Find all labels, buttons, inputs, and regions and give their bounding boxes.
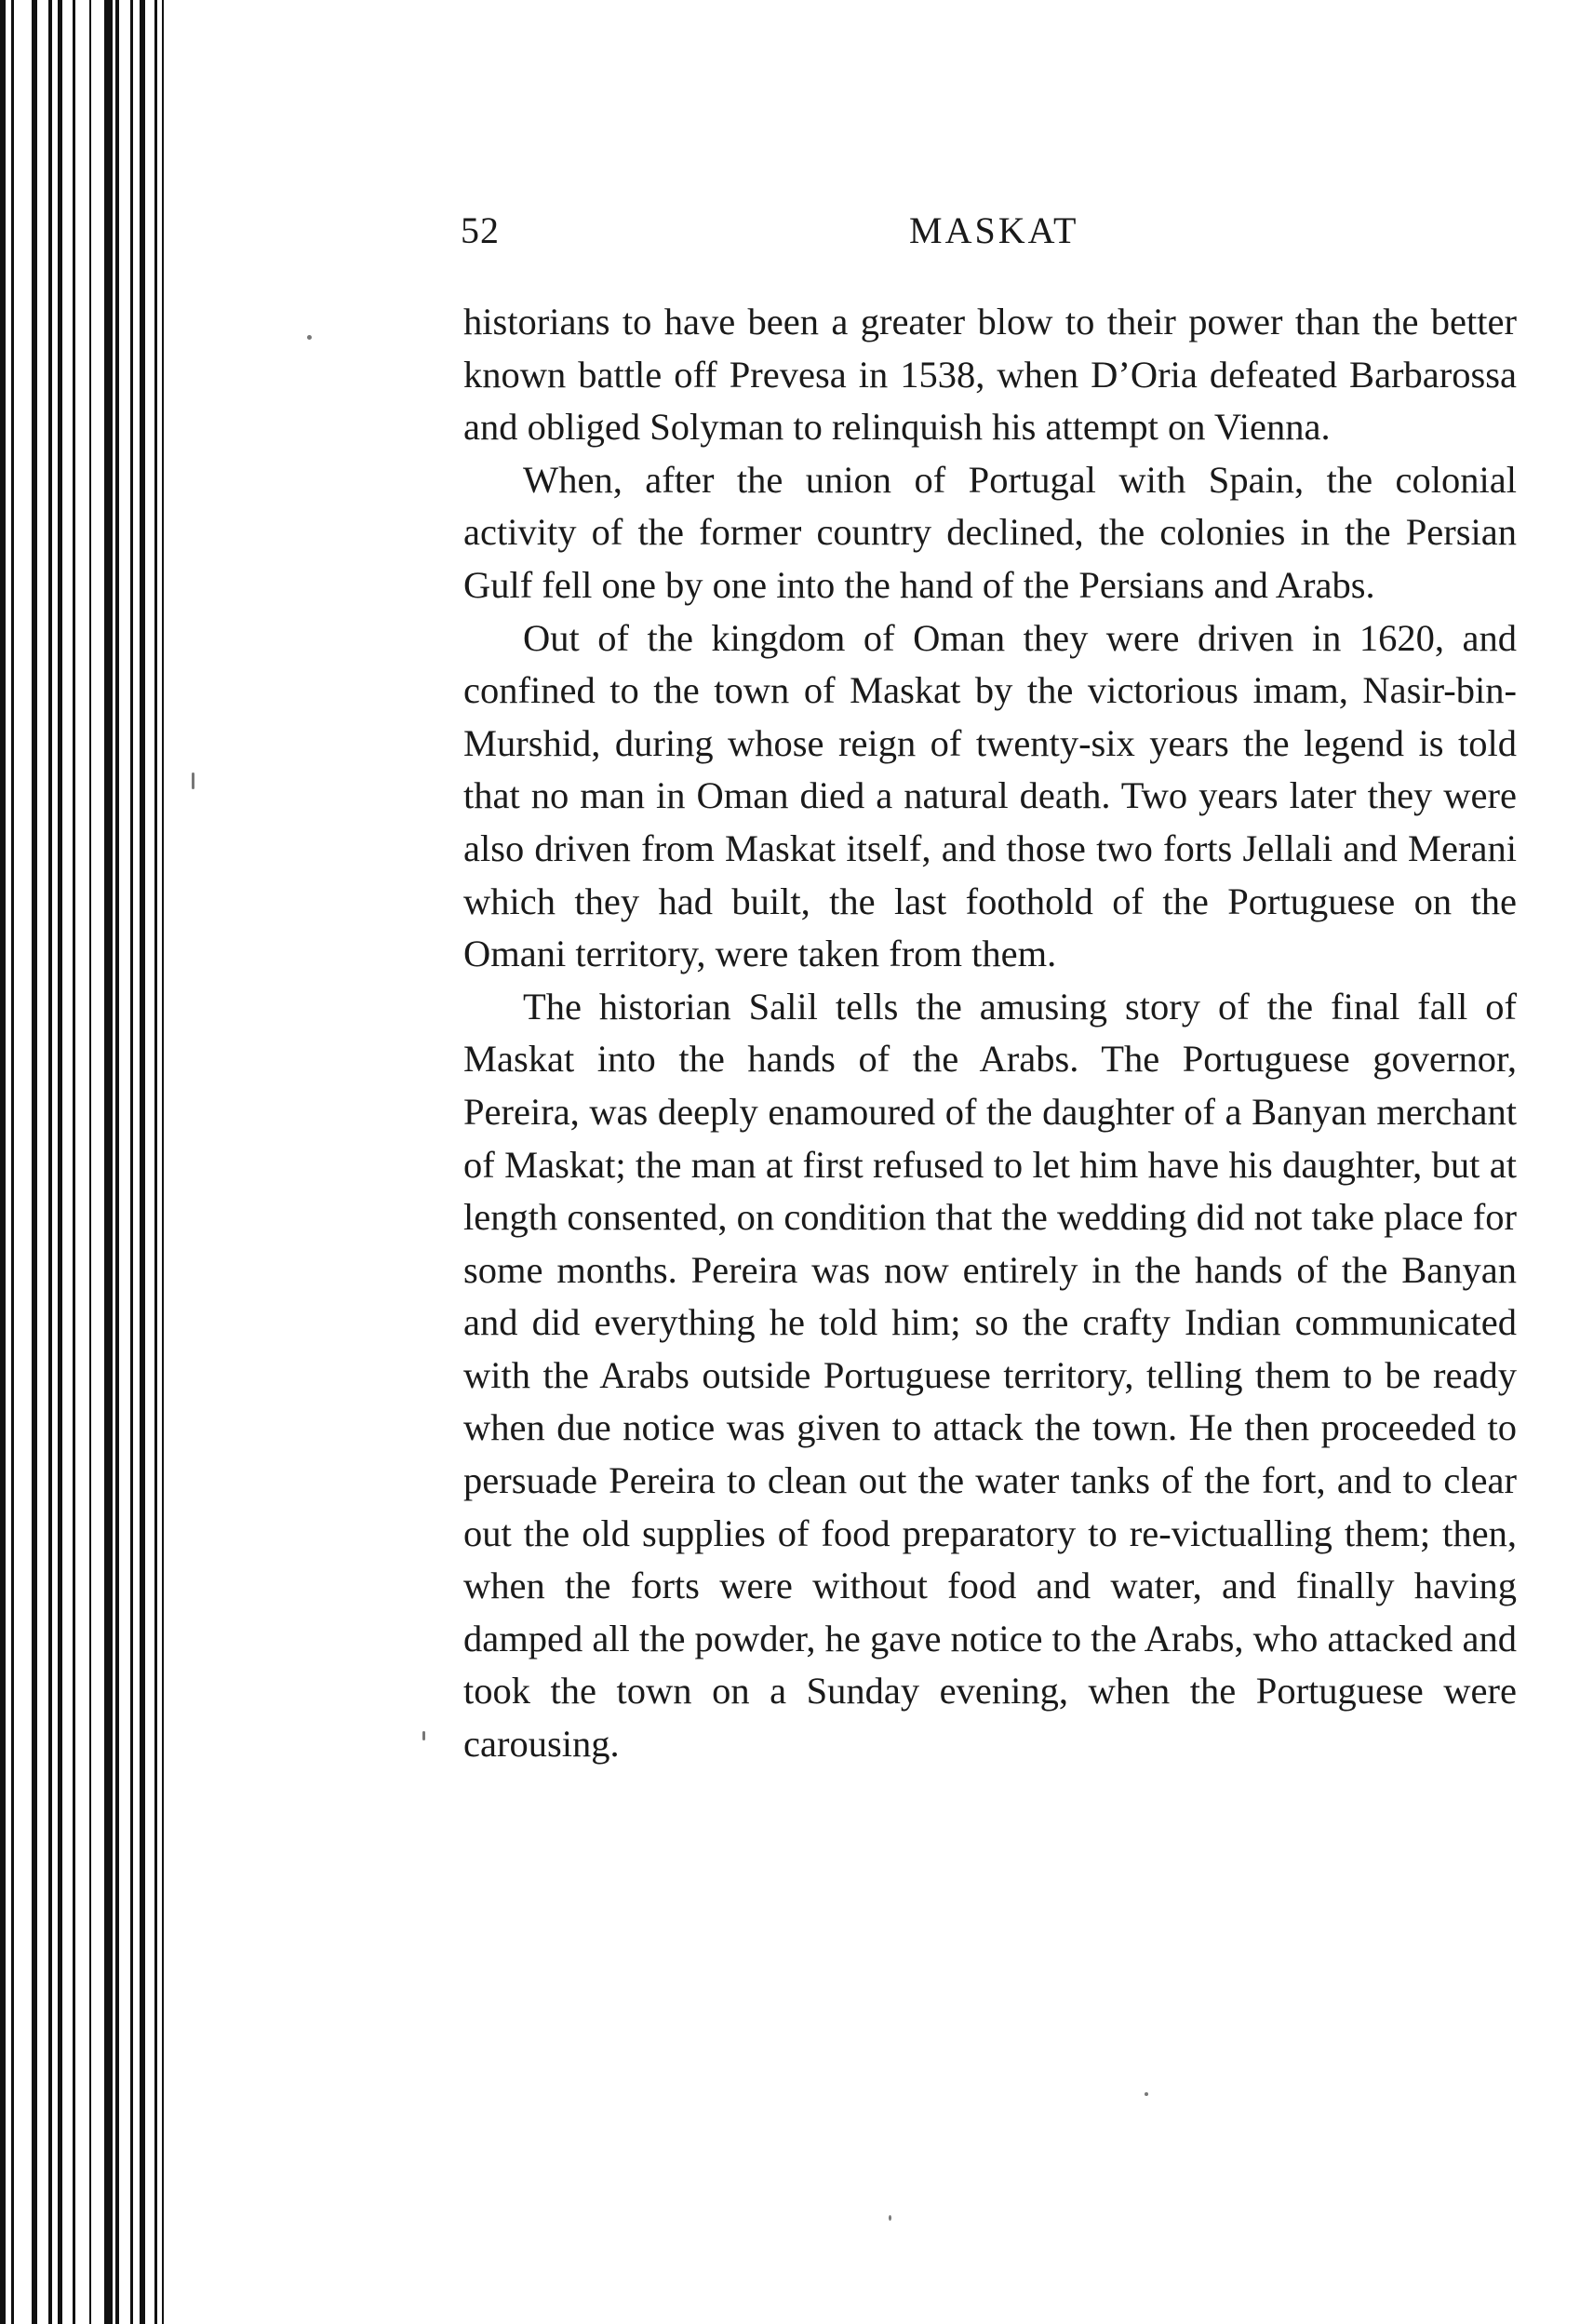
paper-speck — [192, 772, 194, 789]
paragraph: historians to have been a greater blow to their power than the better known battle off Prevesa in 1538, when D’Oria defeated Barbarossa and obliged Solyman to relinquish his attempt on Vienna. — [463, 301, 1517, 449]
gutter-line — [104, 0, 113, 2324]
gutter-line — [58, 0, 62, 2324]
gutter-line — [0, 0, 6, 2324]
paper-speck — [889, 2215, 891, 2221]
paragraph: Out of the kingdom of Oman they were driven in 1620, and confined to the town of Maskat by the victorious imam, Nasir-bin-Murshid, during whose reign of twenty-six years the legend is told that no man in Oman died a natural death. Two years later they were also driven from Maskat itself, and those two forts Jellali and Merani which they had built, the last foothold of the Portuguese on the Omani territory, were taken from them. — [463, 616, 1517, 975]
gutter-line — [130, 0, 133, 2324]
paragraph: The historian Salil tells the amusing story of the final fall of Maskat into the hands of the Arabs. The Portuguese governor, Pereira, was deeply enamoured of the daughter of a Banyan merchant of Maskat; the man at first refused to let him have his daughter, but at length consented, on condition that the wedding did not take place for some months. Pereira was now entirely in the hands of the Banyan and did everything he told him; so the crafty Indian communicated with the Arabs outside Portuguese territory, telling them to be ready when due notice was given to attack the town. He then proceeded to persuade Pereira to clean out the water tanks of the fort, and to clear out the old supplies of food preparatory to re-victualling them; then, when the forts were without food and water, and finally having damped all the powder, he gave notice to the Arabs, who attacked and took the town on a Sunday evening, when the Portuguese were carousing. — [463, 985, 1517, 1766]
paper-speck — [422, 1731, 425, 1740]
gutter-line — [32, 0, 37, 2324]
gutter-line — [162, 0, 164, 2324]
binding-gutter — [0, 0, 177, 2324]
gutter-line — [154, 0, 157, 2324]
paper-speck — [1145, 2092, 1148, 2096]
gutter-line — [48, 0, 52, 2324]
gutter-line — [11, 0, 14, 2324]
page-number: 52 — [461, 209, 500, 251]
gutter-line — [73, 0, 75, 2324]
gutter-line — [89, 0, 91, 2324]
running-title: MASKAT — [909, 209, 1079, 251]
gutter-line — [115, 0, 119, 2324]
paper-speck — [307, 335, 312, 340]
body-text — [463, 296, 1517, 1771]
paragraph: When, after the union of Portugal with Spain, the colonial activity of the former country declined, the colonies in the Persian Gulf fell one by one into the hand of the Persians and Arabs. — [463, 458, 1517, 606]
gutter-line — [140, 0, 145, 2324]
